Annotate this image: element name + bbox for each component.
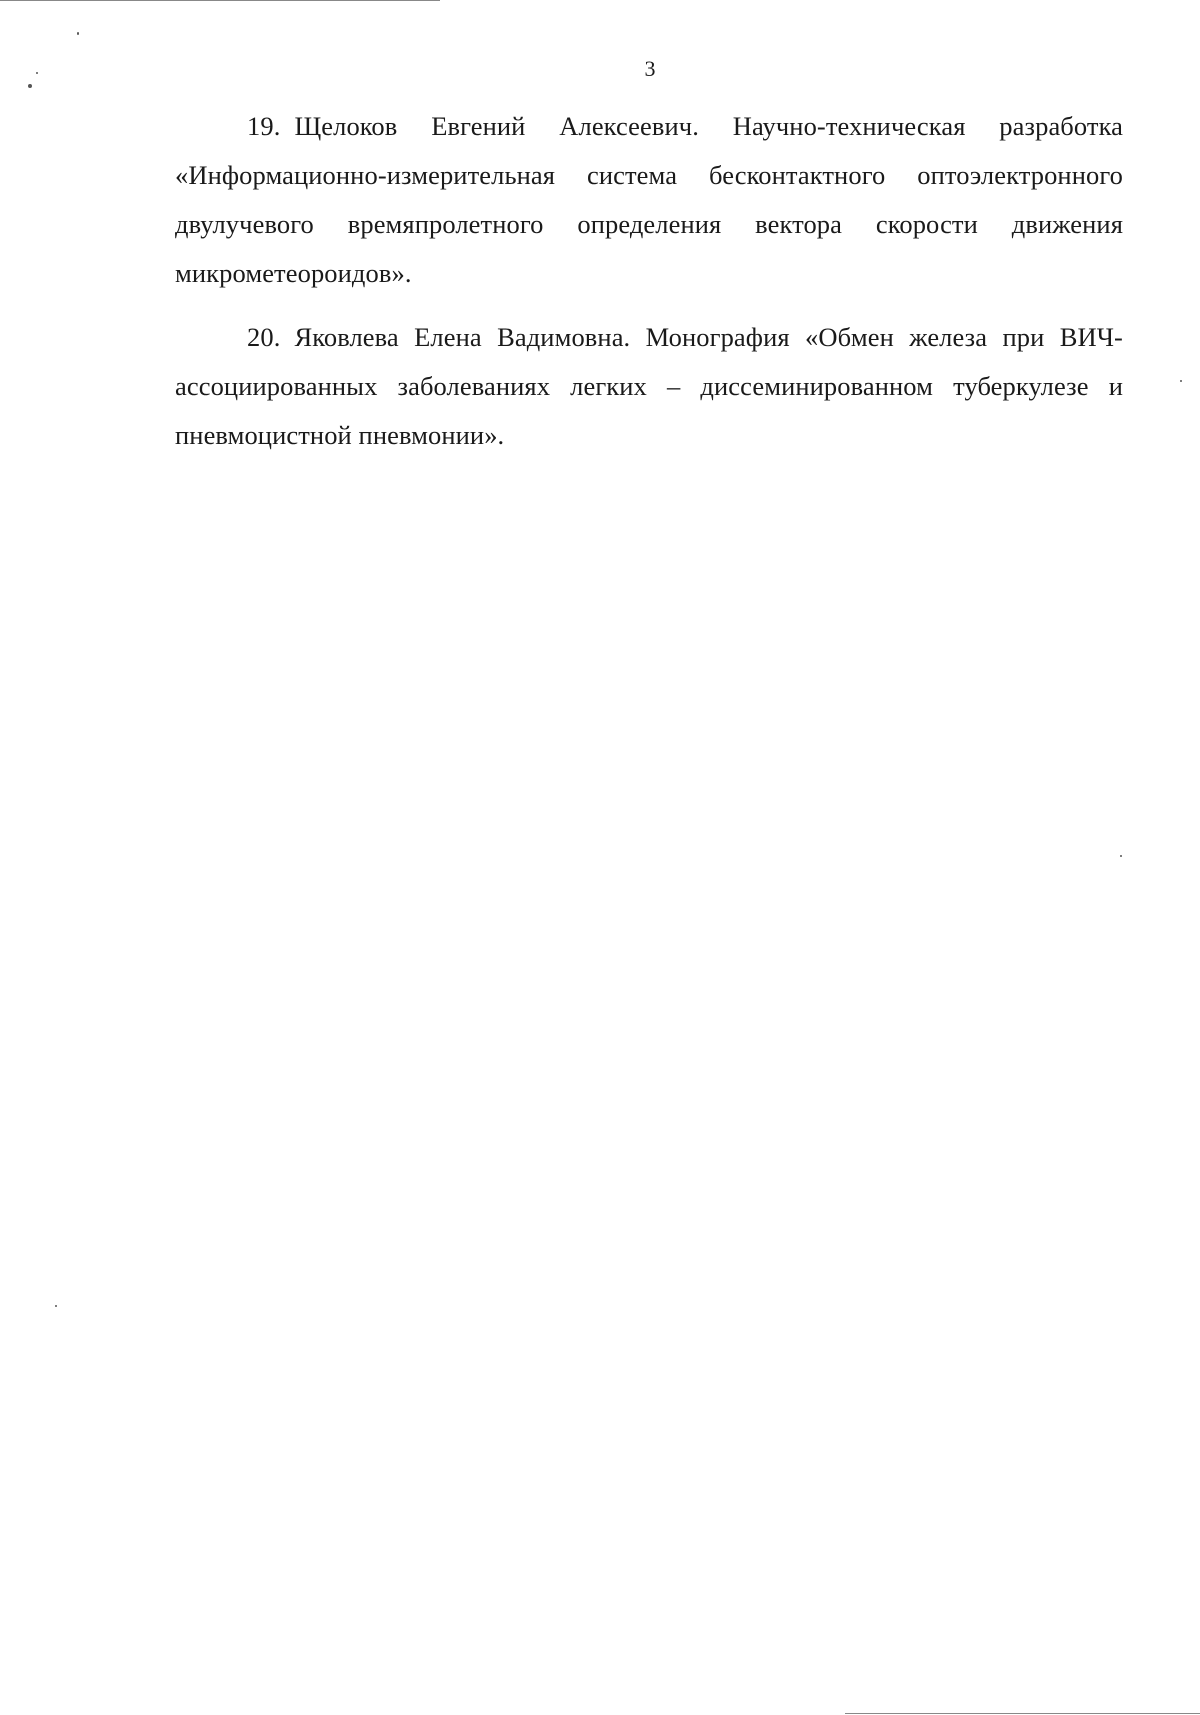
document-body [175,102,1123,475]
page-number: 3 [644,56,656,81]
list-item-text: Щелоков Евгений Алексеевич. Научно-техническая разработка «Информационно-измерительная система бесконтактного оптоэлектронного двулучевого времяпролетного определения вектора скорости движения микрометеороидов». [175,111,1123,288]
scan-speck [55,1305,57,1307]
list-item-number: 19. [247,111,281,141]
list-item [175,313,1123,460]
scan-edge-line-bottom [845,1713,1200,1714]
scan-speck [77,32,79,35]
scan-speck [1120,855,1122,857]
list-item [175,102,1123,298]
scan-edge-line-top [0,0,440,1]
list-item-text: Яковлева Елена Вадимовна. Монография «Обмен железа при ВИЧ-ассоциированных заболеваниях легких – диссеминированном туберкулезе и пневмоцистной пневмонии». [175,322,1123,450]
list-item-number: 20. [247,322,281,352]
scan-speck [28,84,32,88]
scan-speck [1180,380,1182,382]
